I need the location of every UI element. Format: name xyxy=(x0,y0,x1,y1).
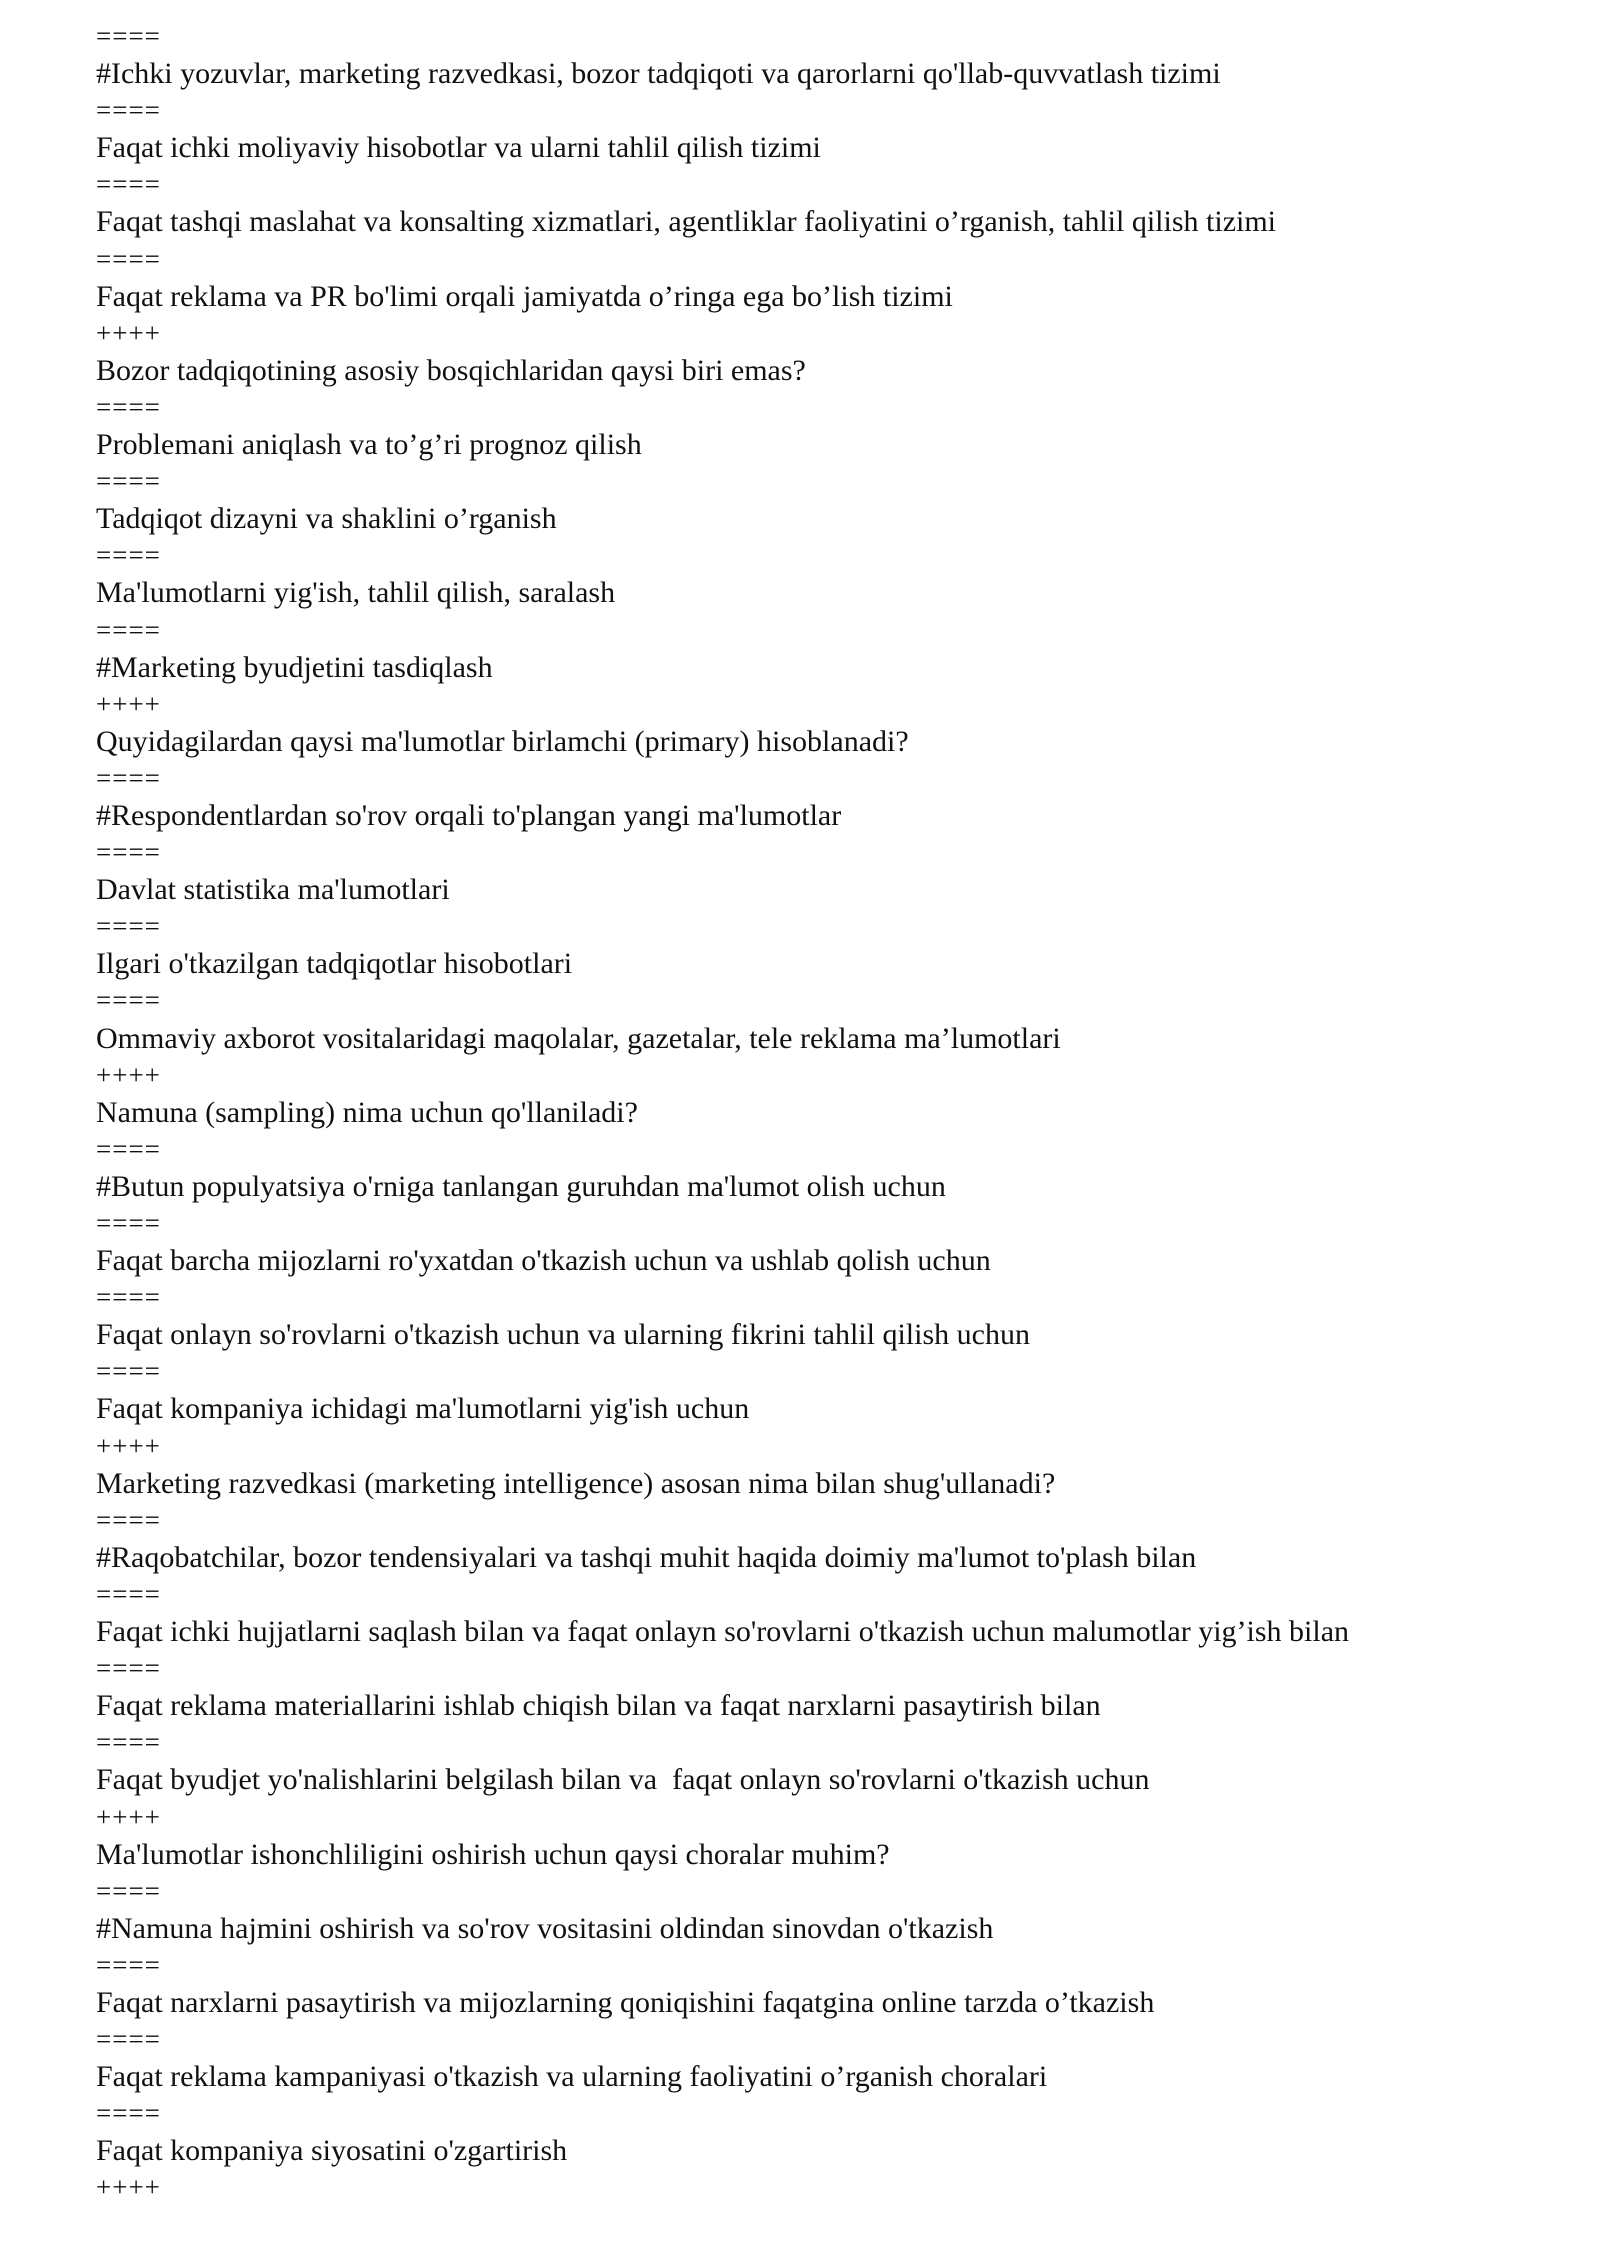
document-page xyxy=(96,18,1556,2207)
answer-separator: ==== xyxy=(96,243,161,274)
answer-separator: ==== xyxy=(96,762,161,793)
correct-answer-line: #Marketing byudjetini tasdiqlash xyxy=(96,650,493,684)
answer-separator: ==== xyxy=(96,2024,161,2055)
text-line: Faqat ichki moliyaviy hisobotlar va ularni tahlil qilish tizimi xyxy=(96,131,821,165)
text-line: Davlat statistika ma'lumotlari xyxy=(96,873,450,907)
answer-separator: ==== xyxy=(96,391,161,422)
answer-separator: ==== xyxy=(96,1949,161,1980)
text-line: Faqat kompaniya ichidagi ma'lumotlarni yig'ish uchun xyxy=(96,1392,750,1426)
text-line: Faqat tashqi maslahat va konsalting xizmatlari, agentliklar faoliyatini o’rganish, tahlil qilish tizimi xyxy=(96,205,1277,239)
question-separator: ++++ xyxy=(96,1430,161,1461)
text-line: Namuna (sampling) nima uchun qo'llaniladi? xyxy=(96,1095,638,1129)
answer-separator: ==== xyxy=(96,1133,161,1164)
question-separator: ++++ xyxy=(96,2172,161,2203)
answer-separator: ==== xyxy=(96,1504,161,1535)
answer-separator: ==== xyxy=(96,911,161,942)
answer-separator: ==== xyxy=(96,1653,161,1684)
text-line: Faqat onlayn so'rovlarni o'tkazish uchun va ularning fikrini tahlil qilish uchun xyxy=(96,1318,1030,1352)
text-line: Faqat kompaniya siyosatini o'zgartirish xyxy=(96,2134,568,2168)
answer-separator: ==== xyxy=(96,169,161,200)
answer-separator: ==== xyxy=(96,21,161,51)
answer-separator: ==== xyxy=(96,2098,161,2129)
text-line: Ilgari o'tkazilgan tadqiqotlar hisobotlari xyxy=(96,947,573,981)
question-separator: ++++ xyxy=(96,688,161,719)
text-line: Faqat reklama materiallarini ishlab chiqish bilan va faqat narxlarni pasaytirish bilan xyxy=(96,1689,1101,1723)
question-separator: ++++ xyxy=(96,1801,161,1832)
answer-separator: ==== xyxy=(96,1727,161,1758)
text-line: Faqat byudjet yo'nalishlarini belgilash bilan va faqat onlayn so'rovlarni o'tkazish uchun xyxy=(96,1763,1150,1797)
answer-separator: ==== xyxy=(96,837,161,868)
text-line: Faqat barcha mijozlarni ro'yxatdan o'tkazish uchun va ushlab qolish uchun xyxy=(96,1244,991,1278)
answer-separator: ==== xyxy=(96,614,161,645)
answer-separator: ==== xyxy=(96,1282,161,1313)
correct-answer-line: #Namuna hajmini oshirish va so'rov vositasini oldindan sinovdan o'tkazish xyxy=(96,1911,994,1945)
answer-separator: ==== xyxy=(96,1875,161,1906)
text-line: Ma'lumotlar ishonchliligini oshirish uchun qaysi choralar muhim? xyxy=(96,1837,890,1871)
correct-answer-line: #Respondentlardan so'rov orqali to'plangan yangi ma'lumotlar xyxy=(96,798,842,832)
correct-answer-line: #Ichki yozuvlar, marketing razvedkasi, bozor tadqiqoti va qarorlarni qo'llab-quvvatlash tizimi xyxy=(96,57,1221,91)
answer-separator: ==== xyxy=(96,1578,161,1609)
text-line: Faqat narxlarni pasaytirish va mijozlarning qoniqishini faqatgina online tarzda o’tkazish xyxy=(96,1985,1155,2019)
answer-separator: ==== xyxy=(96,1356,161,1387)
answer-separator: ==== xyxy=(96,1208,161,1238)
text-line: Ommaviy axborot vositalaridagi maqolalar, gazetalar, tele reklama ma’lumotlari xyxy=(96,1021,1061,1055)
correct-answer-line: #Butun populyatsiya o'rniga tanlangan guruhdan ma'lumot olish uchun xyxy=(96,1169,946,1203)
text-line: Quyidagilardan qaysi ma'lumotlar birlamchi (primary) hisoblanadi? xyxy=(96,724,909,758)
text-line: Problemani aniqlash va to’g’ri prognoz qilish xyxy=(96,428,642,462)
question-separator: ++++ xyxy=(96,1059,161,1090)
text-line: Tadqiqot dizayni va shaklini o’rganish xyxy=(96,502,557,536)
text-line: Marketing razvedkasi (marketing intelligence) asosan nima bilan shug'ullanadi? xyxy=(96,1466,1056,1500)
text-line: Faqat reklama kampaniyasi o'tkazish va ularning faoliyatini o’rganish choralari xyxy=(96,2060,1048,2094)
answer-separator: ==== xyxy=(96,95,161,126)
question-separator: ++++ xyxy=(96,317,161,348)
answer-separator: ==== xyxy=(96,540,161,571)
answer-separator: ==== xyxy=(96,985,161,1016)
text-line: Bozor tadqiqotining asosiy bosqichlaridan qaysi biri emas? xyxy=(96,353,806,387)
text-line: Faqat ichki hujjatlarni saqlash bilan va faqat onlayn so'rovlarni o'tkazish uchun malumotlar yig’ish bilan xyxy=(96,1615,1350,1649)
text-line: Faqat reklama va PR bo'limi orqali jamiyatda o’ringa ega bo’lish tizimi xyxy=(96,279,953,313)
correct-answer-line: #Raqobatchilar, bozor tendensiyalari va tashqi muhit haqida doimiy ma'lumot to'plash bilan xyxy=(96,1540,1197,1574)
answer-separator: ==== xyxy=(96,466,161,497)
text-line: Ma'lumotlarni yig'ish, tahlil qilish, saralash xyxy=(96,576,616,610)
